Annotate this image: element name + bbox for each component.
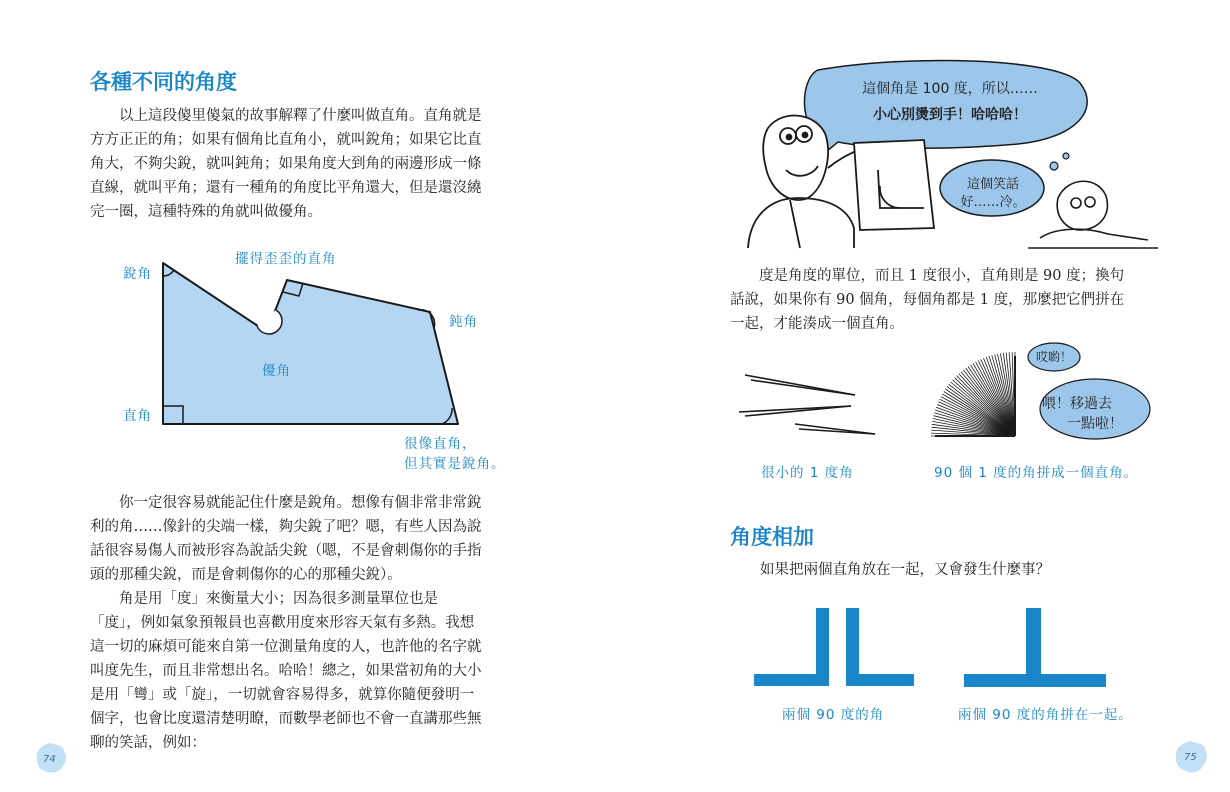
thought-bubble-line-1: 這個笑話: [966, 177, 1019, 192]
caption-two-right-angles: 兩個 90 度的角: [782, 707, 885, 723]
thought-dot: [1063, 153, 1069, 159]
label-fake-right-1: 很像直角，: [404, 436, 477, 452]
left-paragraph-1: [90, 104, 515, 224]
text-line: 利的角……像針的尖端一樣，夠尖銳了吧？嗯，有些人因為說: [90, 519, 482, 535]
text-line: 角是用「度」來衡量大小；因為很多測量單位也是: [119, 591, 438, 607]
label-right: 直角: [123, 408, 152, 424]
caption-combined: 兩個 90 度的角拼在一起。: [958, 707, 1133, 723]
bubble-ouch-text: 哎喲！: [1035, 350, 1072, 364]
text-line: 角大，不夠尖銳，就叫鈍角；如果角度大到角的兩邊形成一條: [90, 156, 482, 172]
right-paragraph-1: [730, 264, 1155, 336]
two-right-angles-apart: [754, 608, 914, 686]
bubble-move-text-2: 一點啦！: [1067, 416, 1123, 432]
left-paragraph-2: [90, 491, 515, 587]
thought-dot: [1050, 162, 1058, 170]
caption-ninety-angles: 90 個 1 度的角拼成一個直角。: [934, 465, 1139, 481]
label-acute: 銳角: [123, 266, 152, 282]
text-line: 一起，才能湊成一個直角。: [730, 316, 904, 332]
right-question: 如果把兩個直角放在一起，又會發生什麼事？: [760, 562, 1050, 578]
text-line: 叫度先生，而且非常想出名。哈哈！總之，如果當初角的大小: [90, 663, 482, 679]
paper-with-angle: [854, 140, 934, 230]
text-line: 直線，就叫平角；還有一種角的角度比平角還大，但是還沒繞: [90, 180, 482, 196]
text-line: 頭的那種尖銳，而是會刺傷你的心的那種尖銳）。: [90, 567, 402, 583]
right-angles-figure: [750, 600, 1120, 695]
text-line: 「度」，例如氣象預報員也喜歡用度來形容天氣有多熱。我想: [90, 615, 475, 631]
text-line: 完一圈，這種特殊的角就叫做優角。: [90, 204, 322, 220]
bubble-move-text-1: 喂！移過去: [1042, 396, 1112, 412]
speech-bubble-line-1: 這個角是 100 度，所以……: [862, 81, 1038, 97]
page-number-left: 74: [43, 754, 56, 765]
text-line: 話說，如果你有 90 個角，每個角都是 1 度，那麼把它們拼在: [730, 292, 1125, 308]
text-line: 這一切的麻煩可能來自第一位測量角度的人，也許他的名字就: [90, 639, 482, 655]
small-one-degree-angles: [739, 375, 875, 434]
student-figure: [1028, 181, 1158, 248]
ninety-one-degree-fan: [931, 352, 1015, 436]
text-line: 度是角度的單位，而且 1 度很小，直角則是 90 度；換句: [759, 268, 1125, 284]
text-line: 是用「彎」或「旋」，一切就會容易得多，就算你隨便發明一: [90, 687, 475, 703]
label-fake-right-2: 但其實是銳角。: [404, 456, 506, 472]
thought-bubble-line-2: 好……冷。: [960, 195, 1026, 210]
label-reflex: 優角: [262, 363, 291, 379]
text-line: 話很容易傷人而被形容為說話尖銳（嗯，不是會刺傷你的手指: [90, 543, 482, 559]
caption-small-angle: 很小的 1 度角: [761, 465, 854, 481]
label-obtuse: 鈍角: [449, 314, 478, 330]
right-heading: 角度相加: [730, 525, 814, 549]
text-line: 方方正正的角；如果有個角比直角小，就叫銳角；如果它比直: [90, 132, 482, 148]
text-line: 你一定很容易就能記住什麼是銳角。想像有個非常非常銳: [119, 495, 482, 511]
left-heading: 各種不同的角度: [90, 70, 237, 94]
text-line: 個字，也會比度還清楚明瞭，而數學老師也不會一直講那些無: [90, 711, 482, 727]
angle-shape: [163, 263, 458, 424]
reflex-angle-mark: [257, 310, 282, 334]
text-line: 聊的笑話，例如：: [90, 735, 206, 751]
speech-bubble-line-2: 小心別燙到手！哈哈哈！: [873, 107, 1027, 123]
label-skewed-right-angle: 擺得歪歪的直角: [235, 251, 337, 267]
page-number-right: 75: [1184, 752, 1197, 763]
text-line: 以上這段傻里傻氣的故事解釋了什麼叫做直角。直角就是: [119, 108, 482, 124]
two-right-angles-joined: [964, 608, 1106, 687]
left-paragraph-3: [90, 587, 515, 755]
